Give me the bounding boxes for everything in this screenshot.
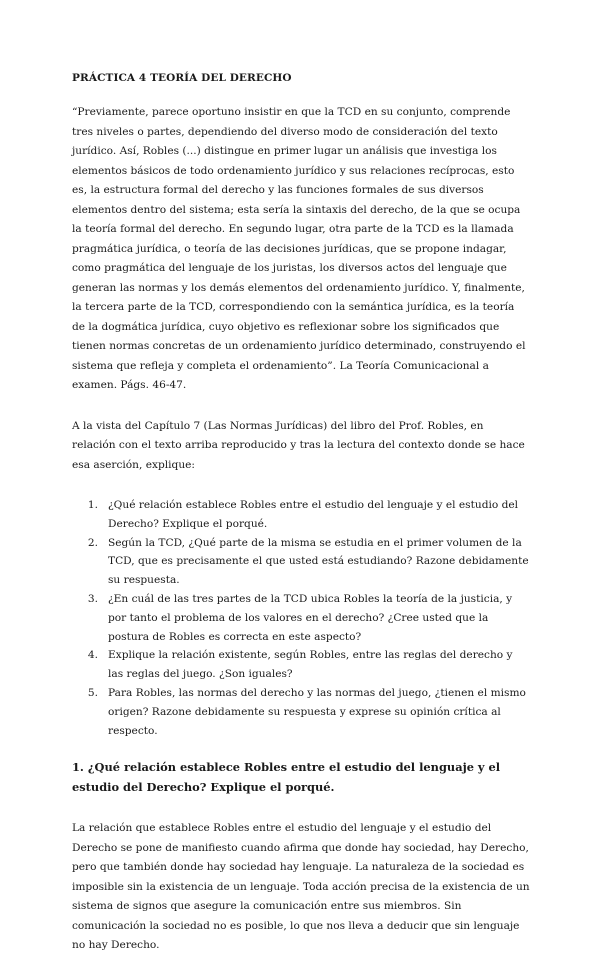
list-item (72, 590, 530, 646)
list-item-text: Según la TCD, ¿Qué parte de la misma se estudia en el primer volumen de la TCD, que es precisamente el que usted está estudiando? Razone debidamente su respuesta. (108, 536, 529, 587)
answer-heading: 1. ¿Qué relación establece Robles entre el estudio del lenguaje y el estudio del Derecho? Explique el porqué. (72, 760, 501, 794)
list-item (72, 496, 530, 534)
quote-paragraph: “Previamente, parece oportuno insistir en que la TCD en su conjunto, comprende tres niveles o partes, dependiendo del diverso modo de consideración del texto jurídico. Así, Robles (...) distingue en primer lugar un análisis que investiga los elementos básicos de todo ordenamiento jurídico y sus relaciones recíprocas, esto es, la estructura formal del derecho y las funciones formales de sus diversos elementos dentro del sistema; esta sería la sintaxis del derecho, de la que se ocupa la teoría formal del derecho. En segundo lugar, otra parte de la TCD es la llamada pragmática jurídica, o teoría de las decisiones jurídicas, que se propone indagar, como pragmática del lenguaje de los juristas, los diversos actos del lenguaje que generan las normas y los demás elementos del ordenamiento jurídico. Y, finalmente, la tercera parte de la TCD, correspondiendo con la semántica jurídica, es la teoría de la dogmática jurídica, cuyo objetivo es reflexionar sobre los significados que tienen normas concretas de un ordenamiento jurídico determinado, construyendo el sistema que refleja y completa el ordenamiento”. La Teoría Comunicacional a examen. Págs. 46-47. (72, 106, 526, 391)
list-item-text: ¿En cuál de las tres partes de la TCD ubica Robles la teoría de la justicia, y por tanto el problema de los valores en el derecho? ¿Cree usted que la postura de Robles es correcta en este aspecto? (108, 592, 513, 643)
intro-paragraph: A la vista del Capítulo 7 (Las Normas Jurídicas) del libro del Prof. Robles, en relación con el texto arriba reproducido y tras la lectura del contexto donde se hace esa aserción, explique: (72, 419, 525, 471)
list-item (72, 646, 530, 684)
answer-paragraph: La relación que establece Robles entre el estudio del lenguaje y el estudio del Derecho se pone de manifiesto cuando afirma que donde hay sociedad, hay Derecho, pero que también donde hay sociedad hay lenguaje. La naturaleza de la sociedad es imposible sin la existencia de un lenguaje. Toda acción precisa de la existencia de un sistema de signos que asegure la comunicación entre sus miembros. Sin comunicación la sociedad no es posible, lo que nos lleva a deducir que sin lenguaje no hay Derecho. (72, 822, 530, 952)
list-item (72, 684, 530, 740)
page-title: PRÁCTICA 4 TEORÍA DEL DERECHO (72, 72, 292, 84)
list-item (72, 534, 530, 590)
list-item-number: 5. (87, 686, 98, 699)
questions-list (72, 496, 530, 740)
list-item-number: 1. (87, 499, 98, 511)
list-item-text: ¿Qué relación establece Robles entre el estudio del lenguaje y el estudio del Derecho? Explique el porqué. (108, 499, 519, 530)
list-item-number: 2. (87, 536, 98, 549)
list-item-number: 4. (87, 649, 98, 662)
list-item-text: Para Robles, las normas del derecho y las normas del juego, ¿tienen el mismo origen? Razone debidamente su respuesta y exprese su opinión crítica al respecto. (108, 686, 526, 737)
list-item-number: 3. (87, 592, 98, 605)
list-item-text: Explique la relación existente, según Robles, entre las reglas del derecho y las reglas del juego. ¿Son iguales? (108, 649, 513, 681)
